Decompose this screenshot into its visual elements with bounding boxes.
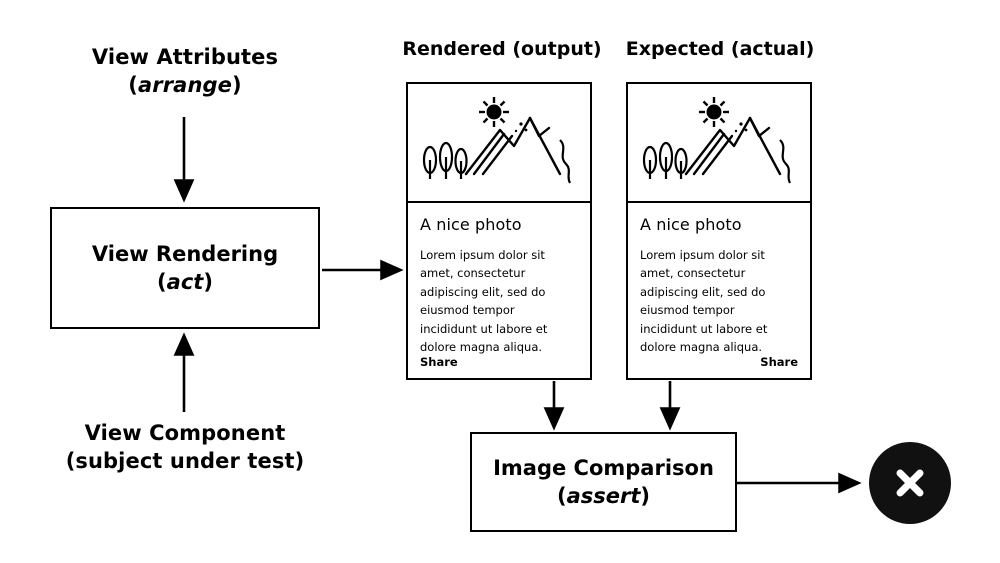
rendered-card-body: [408, 203, 590, 378]
expected-card-body: [628, 203, 810, 378]
mountain-ridge: [466, 118, 560, 174]
rendered-card-share-button[interactable]: Share: [420, 355, 458, 369]
mountain-scene-icon: [628, 84, 810, 197]
image-comparison-line1: Image Comparison: [493, 455, 714, 480]
view-component-line2: (subject under test): [65, 448, 305, 473]
trees-icon: [644, 143, 687, 179]
river-line: [780, 140, 790, 183]
view-attributes-label: [54, 44, 316, 99]
sun-icon: [479, 97, 509, 127]
failure-status-badge: [869, 442, 951, 524]
view-rendering-box: [50, 207, 320, 329]
rendered-card-illustration: [408, 84, 590, 203]
view-component-line1: View Component: [84, 421, 286, 445]
view-component-label: [30, 420, 340, 475]
trees-icon: [424, 143, 467, 179]
rendered-card: [406, 82, 592, 380]
image-comparison-box: [470, 432, 737, 532]
x-mark-icon: [888, 461, 932, 505]
expected-card-title: Expected (actual): [625, 38, 815, 60]
image-comparison-line2: (assert): [556, 484, 651, 508]
sun-icon: [699, 97, 729, 127]
expected-card-heading: A nice photo: [640, 215, 742, 234]
expected-card: [626, 82, 812, 380]
rendered-card-heading: A nice photo: [420, 215, 522, 234]
river-line: [560, 140, 570, 183]
expected-card-illustration: [628, 84, 810, 203]
view-attributes-line2: (arrange): [128, 72, 242, 97]
rendered-card-text: Lorem ipsum dolor sit amet, consectetur adipiscing elit, sed do eiusmod tempor incididunt ut labore et dolore magna aliqua.: [420, 248, 548, 354]
expected-card-share-button[interactable]: Share: [760, 355, 798, 369]
view-rendering-line1: View Rendering: [91, 241, 279, 266]
view-attributes-line1: View Attributes: [91, 45, 279, 69]
view-rendering-line2: (act): [157, 270, 213, 294]
rendered-card-title: Rendered (output): [402, 38, 602, 60]
expected-card-text: Lorem ipsum dolor sit amet, consectetur adipiscing elit, sed do eiusmod tempor incididunt ut labore et dolore magna aliqua.: [640, 248, 768, 354]
mountain-scene-icon: [408, 84, 590, 197]
mountain-ridge: [686, 118, 780, 174]
